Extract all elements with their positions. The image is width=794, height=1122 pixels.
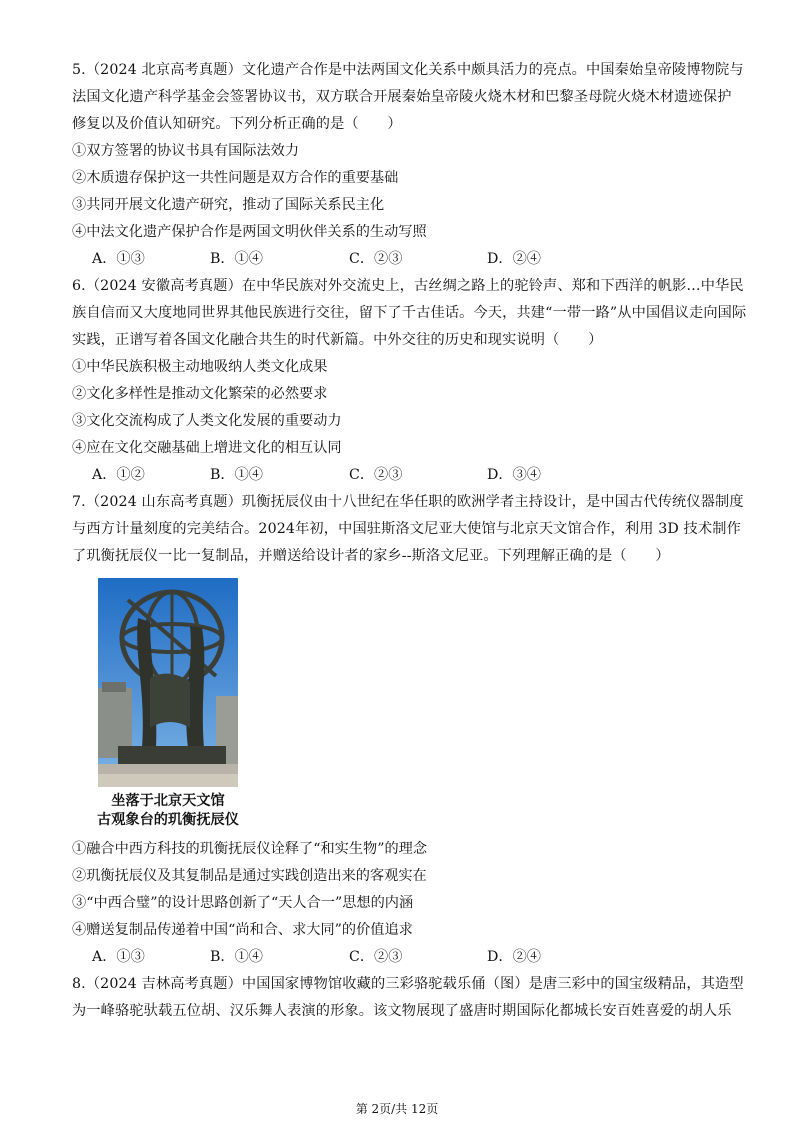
q7-item-4: ④赠送复制品传递着中国“尚和合、求大同”的价值追求 bbox=[72, 922, 413, 938]
q6-item-3: ③文化交流构成了人类文化发展的重要动力 bbox=[72, 413, 342, 429]
q6-option-c[interactable]: C．②③ bbox=[349, 467, 403, 483]
page-footer: 第 2页/共 12页 bbox=[355, 1102, 439, 1116]
q5-item-1: ①双方签署的协议书具有国际法效力 bbox=[72, 143, 300, 159]
q6-stem-line-2: 族自信而又大度地同世界其他民族进行交往，留下了千古佳话。今天，共建“一带一路”从中国倡议走向国际 bbox=[72, 305, 747, 321]
q5-option-d[interactable]: D．②④ bbox=[487, 251, 541, 267]
q5-stem-line-3: 修复以及价值认知研究。下列分析正确的是（ ） bbox=[72, 116, 402, 132]
q7-stem-line-3: 了玑衡抚辰仪一比一复制品，并赠送给设计者的家乡--斯洛文尼亚。下列理解正确的是（ ） bbox=[72, 548, 670, 564]
q6-stem-line-1: 6.（2024 安徽高考真题）在中华民族对外交流史上，古丝绸之路上的驼铃声、郑和下西洋的帆影…中华民 bbox=[72, 278, 744, 294]
q5-item-3: ③共同开展文化遗产研究，推动了国际关系民主化 bbox=[72, 197, 385, 213]
q7-item-3: ③“中西合璧”的设计思路创新了“天人合一”思想的内涵 bbox=[72, 895, 414, 911]
q6-option-d[interactable]: D．③④ bbox=[487, 467, 541, 483]
q7-option-c[interactable]: C．②③ bbox=[349, 949, 403, 965]
q5-stem-line-2: 法国文化遗产科学基金会签署协议书，双方联合开展秦始皇帝陵火烧木材和巴黎圣母院火烧木材遗迹保护 bbox=[72, 89, 732, 105]
q7-stem-line-1: 7.（2024 山东高考真题）玑衡抚辰仪由十八世纪在华任职的欧洲学者主持设计，是中国古代传统仪器制度 bbox=[72, 494, 744, 510]
photo-caption-line-1: 坐落于北京天文馆 bbox=[111, 793, 225, 809]
q5-stem-line-1: 5.（2024 北京高考真题）文化遗产合作是中法两国文化关系中颇具活力的亮点。中国秦始皇帝陵博物院与 bbox=[72, 62, 744, 78]
photo-caption-line-2: 古观象台的玑衡抚辰仪 bbox=[97, 812, 239, 828]
q5-item-2: ②木质遗存保护这一共性问题是双方合作的重要基础 bbox=[72, 170, 399, 186]
q6-option-b[interactable]: B．①④ bbox=[210, 467, 263, 483]
q8-stem-line-1: 8.（2024 吉林高考真题）中国国家博物馆收藏的三彩骆驼载乐俑（图）是唐三彩中的国宝级精品，其造型 bbox=[72, 976, 744, 992]
q5-option-a[interactable]: A．①③ bbox=[92, 251, 145, 267]
q8-stem-line-2: 为一峰骆驼驮载五位胡、汉乐舞人表演的形象。该文物展现了盛唐时期国际化都城长安百姓喜爱的胡人乐 bbox=[72, 1003, 732, 1019]
q7-option-b[interactable]: B．①④ bbox=[210, 949, 263, 965]
q7-item-1: ①融合中西方科技的玑衡抚辰仪诠释了“和实生物”的理念 bbox=[72, 841, 428, 857]
q6-item-1: ①中华民族积极主动地吸纳人类文化成果 bbox=[72, 359, 328, 375]
q7-option-d[interactable]: D．②④ bbox=[487, 949, 541, 965]
armillary-sphere-photo bbox=[98, 578, 238, 787]
q7-option-a[interactable]: A．①③ bbox=[92, 949, 145, 965]
q5-option-b[interactable]: B．①④ bbox=[210, 251, 263, 267]
q6-item-4: ④应在文化交融基础上增进文化的相互认同 bbox=[72, 440, 342, 456]
q7-item-2: ②玑衡抚辰仪及其复制品是通过实践创造出来的客观实在 bbox=[72, 868, 427, 884]
q6-item-2: ②文化多样性是推动文化繁荣的必然要求 bbox=[72, 386, 328, 402]
q6-stem-line-3: 实践，正谱写着各国文化融合共生的时代新篇。中外交往的历史和现实说明（ ） bbox=[72, 332, 603, 348]
q7-stem-line-2: 与西方计量刻度的完美结合。2024年初，中国驻斯洛文尼亚大使馆与北京天文馆合作，利用 3D 技术制作 bbox=[72, 521, 741, 537]
q5-option-c[interactable]: C．②③ bbox=[349, 251, 403, 267]
q5-item-4: ④中法文化遗产保护合作是两国文明伙伴关系的生动写照 bbox=[72, 224, 427, 240]
q6-option-a[interactable]: A．①② bbox=[92, 467, 145, 483]
